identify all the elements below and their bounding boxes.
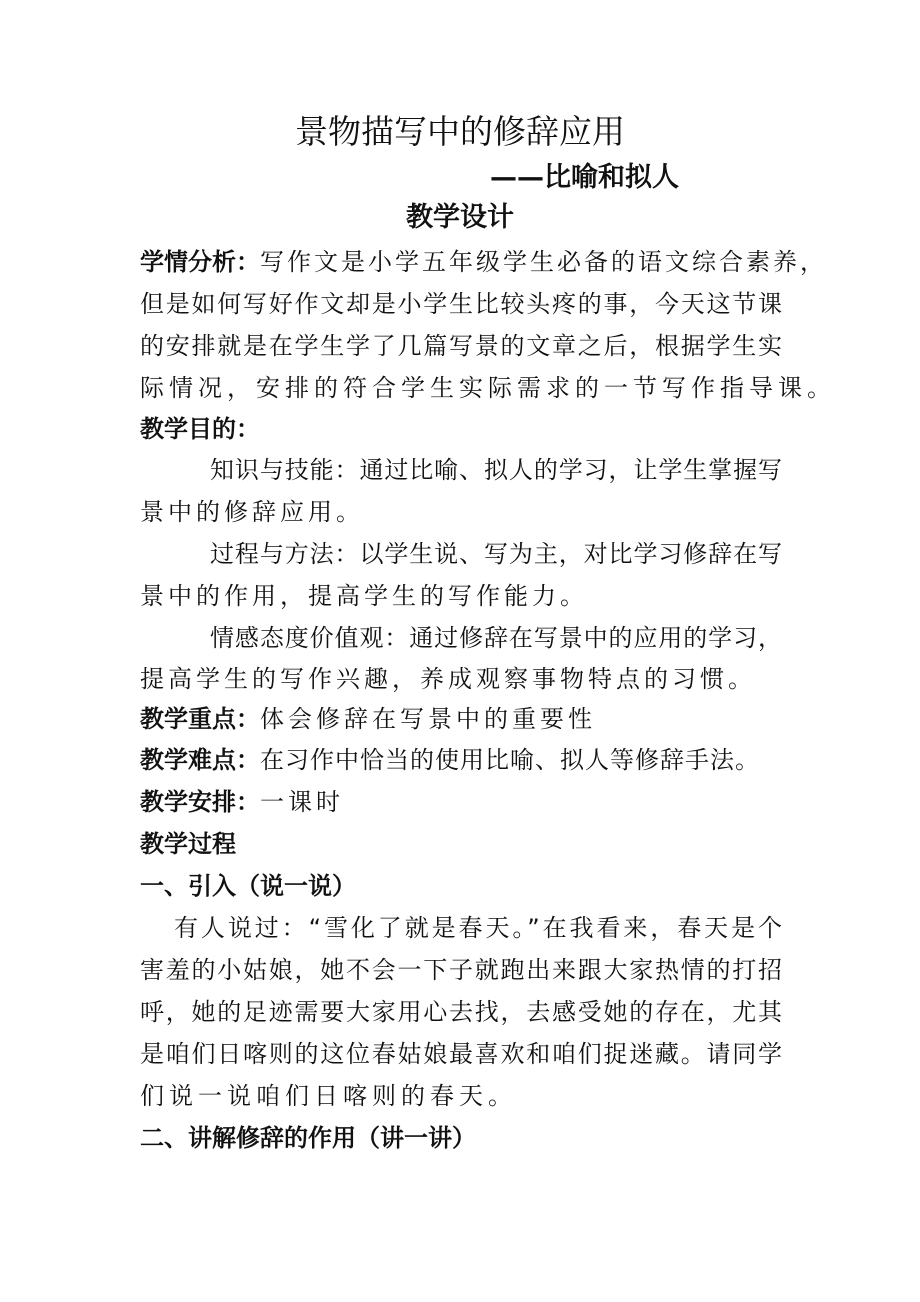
goal-process-line: 过程与方法：以学生说、写为主，对比学习修辞在写 xyxy=(210,540,782,568)
analysis-line: 但是如何写好作文却是小学生比较头疼的事，今天这节课 xyxy=(140,290,782,318)
analysis-label: 学情分析： xyxy=(140,248,260,276)
section1-line: 呼，她的足迹需要大家用心去找，去感受她的存在，尤其 xyxy=(140,998,782,1026)
goals-heading: 教学目的： xyxy=(140,415,260,443)
difficulty xyxy=(140,739,782,781)
analysis-line: 的安排就是在学生学了几篇写景的文章之后，根据学生实 xyxy=(140,332,782,360)
section2-heading: 二、讲解修辞的作用（讲一讲） xyxy=(140,1124,476,1152)
document-body xyxy=(140,241,836,1159)
key-point-label: 教学重点： xyxy=(140,705,260,733)
goal-knowledge-line: 知识与技能：通过比喻、拟人的学习，让学生掌握写 xyxy=(210,456,782,484)
analysis-line: 际情况，安排的符合学生实际需求的一节写作指导课。 xyxy=(140,374,836,402)
goal-emotion-line: 情感态度价值观：通过修辞在写景中的应用的学习， xyxy=(210,624,782,652)
analysis-line xyxy=(140,241,827,283)
key-point xyxy=(140,699,782,739)
section1-heading: 一、引入（说一说） xyxy=(140,872,356,900)
schedule-text: 一课时 xyxy=(260,788,344,816)
document-title: 景物描写中的修辞应用 xyxy=(295,112,625,151)
difficulty-label: 教学难点： xyxy=(140,746,260,774)
section1-line: 有人说过：“雪化了就是春天。”在我看来，春天是个 xyxy=(174,914,782,942)
key-point-text: 体会修辞在写景中的重要性 xyxy=(260,705,596,733)
section1-line: 们说一说咱们日喀则的春天。 xyxy=(140,1082,517,1110)
schedule xyxy=(140,781,782,823)
process-heading: 教学过程 xyxy=(140,830,236,858)
difficulty-text: 在习作中恰当的使用比喻、拟人等修辞手法。 xyxy=(260,746,760,774)
document-heading: 教学设计 xyxy=(406,202,514,233)
goal-emotion-line: 提高学生的写作兴趣，养成观察事物特点的习惯。 xyxy=(140,665,756,693)
goal-process-line: 景中的作用，提高学生的写作能力。 xyxy=(140,582,588,610)
goal-knowledge-line: 景中的修辞应用。 xyxy=(140,498,364,526)
schedule-label: 教学安排： xyxy=(140,788,260,816)
analysis-text: 写作文是小学五年级学生必备的语文综合素养， xyxy=(260,248,827,276)
section1-line: 是咱们日喀则的这位春姑娘最喜欢和咱们捉迷藏。请同学 xyxy=(140,1040,782,1068)
document-subtitle: ——比喻和拟人 xyxy=(490,162,679,193)
section1-line: 害羞的小姑娘，她不会一下子就跑出来跟大家热情的打招 xyxy=(140,956,782,984)
